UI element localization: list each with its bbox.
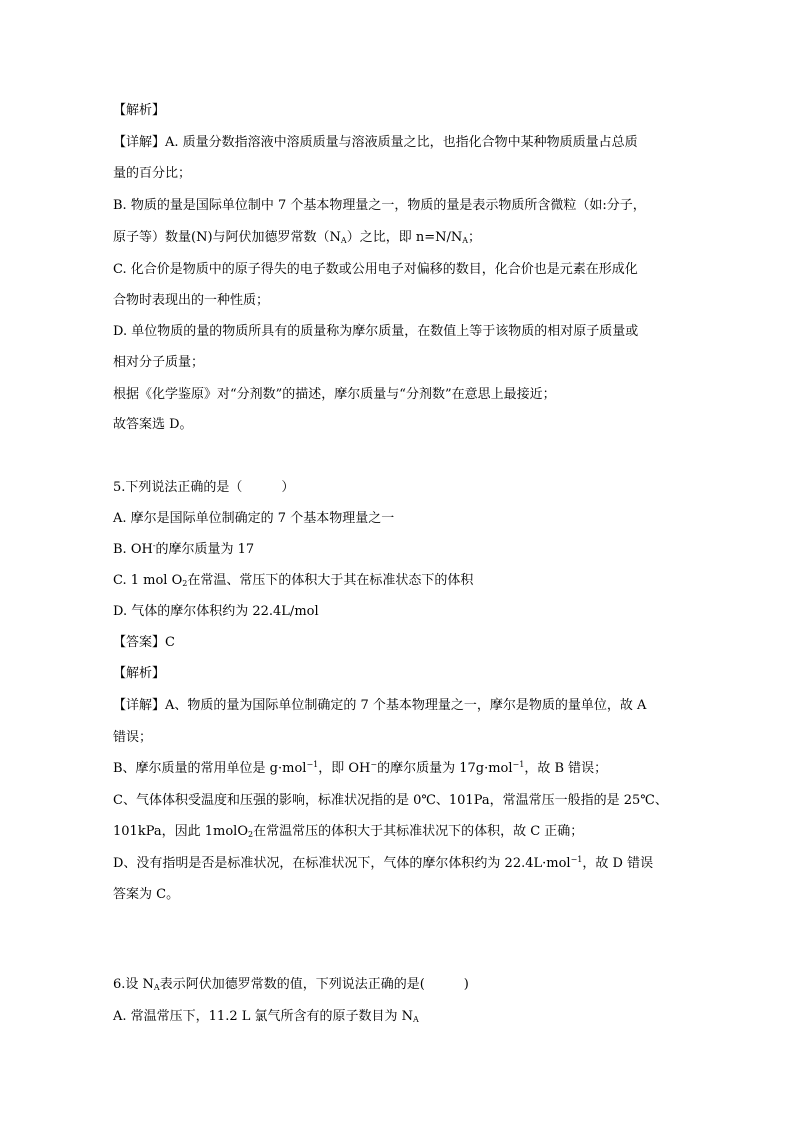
text-run: 的摩尔质量为 17: [155, 542, 255, 557]
subscript: A: [340, 236, 347, 245]
subscript: 2: [182, 579, 188, 588]
explanation-line: [113, 854, 713, 874]
subscript: A: [413, 1015, 419, 1024]
text-run: ，故 D 错误: [582, 856, 654, 871]
subscript: A: [153, 983, 160, 992]
text-run: D、没有指明是否是标准状况，在标准状况下，气体的摩尔体积约为 22.4L·mol: [113, 856, 571, 871]
explanation-line: D. 单位物质的量的物质所具有的质量称为摩尔质量，在数值上等于该物质的相对原子质量或: [113, 324, 639, 339]
text-run: B、摩尔质量的常用单位是 g·mol: [113, 761, 307, 776]
superscript: -: [152, 541, 156, 550]
text-run: ；: [468, 230, 482, 245]
text-run: 原子等）数量(N)与阿伏加德罗常数（N: [113, 230, 341, 245]
answer-line: 【答案】C: [113, 635, 175, 650]
question-5-stem: 5.下列说法正确的是（ ）: [113, 480, 295, 495]
conclusion-line: 答案为 C。: [113, 887, 180, 902]
text-run: 表示阿伏加德罗常数的值，下列说法正确的是( ): [159, 977, 469, 992]
question-6-stem: [113, 975, 713, 995]
text-run: B. OH: [113, 542, 153, 557]
explanation-line: 错误；: [113, 730, 153, 745]
question-5-option-c: [113, 571, 713, 591]
question-5-option-a: A. 摩尔是国际单位制确定的 7 个基本物理量之一: [113, 511, 395, 526]
text-run: 的摩尔质量为 17g·mol: [377, 761, 513, 776]
explanation-line: 合物时表现出的一种性质；: [113, 293, 270, 308]
explanation-line: [113, 759, 713, 779]
superscript: −1: [512, 760, 525, 769]
analysis-heading: 【解析】: [113, 666, 166, 681]
text-run: ）之比，即 n=N/N: [346, 230, 463, 245]
text-run: A. 常温常压下，11.2 L 氯气所含有的原子数目为 N: [113, 1009, 414, 1024]
text-run: 在常温、常压下的体积大于其在标准状态下的体积: [187, 573, 474, 588]
text-run: 6.设 N: [113, 977, 154, 992]
superscript: −1: [570, 855, 583, 864]
explanation-line: 【详解】A、物质的量为国际单位制确定的 7 个基本物理量之一，摩尔是物质的量单位，故 A: [113, 698, 647, 713]
explanation-line: [113, 228, 713, 248]
explanation-line: 【详解】A. 质量分数指溶液中溶质质量与溶液质量之比，也指化合物中某种物质质量占总质: [113, 135, 638, 150]
text-run: C. 1 mol O: [113, 573, 183, 588]
superscript: −1: [306, 760, 319, 769]
explanation-line: 量的百分比；: [113, 166, 192, 181]
explanation-line: C. 化合价是物质中的原子得失的电子数或公用电子对偏移的数目，化合价也是元素在形成化: [113, 262, 638, 277]
explanation-line: B. 物质的量是国际单位制中 7 个基本物理量之一，物质的量是表示物质所含微粒（如:分子，: [113, 198, 646, 213]
subscript: 2: [247, 830, 254, 839]
superscript: −: [370, 760, 378, 769]
subscript: A: [462, 236, 468, 245]
explanation-line: C、气体体积受温度和压强的影响，标准状况指的是 0℃、101Pa，常温常压一般指的是 25℃、: [113, 793, 668, 808]
text-run: 在常温常压的体积大于其标准状况下的体积，故 C 正确；: [253, 824, 584, 839]
text-run: ，即 OH: [318, 761, 371, 776]
explanation-line: 相对分子质量；: [113, 355, 205, 370]
question-5-option-b: [113, 540, 713, 560]
text-run: ，故 B 错误；: [524, 761, 608, 776]
analysis-heading: 【解析】: [113, 103, 166, 118]
question-6-option-a: [113, 1007, 713, 1027]
explanation-line: 根据《化学鉴原》对“分剂数”的描述，摩尔质量与“分剂数”在意思上最接近；: [113, 387, 556, 402]
text-run: 101kPa，因此 1molO: [113, 824, 248, 839]
conclusion-line: 故答案选 D。: [113, 417, 193, 432]
question-5-option-d: D. 气体的摩尔体积约为 22.4L/mol: [113, 604, 319, 619]
explanation-line: [113, 822, 713, 842]
